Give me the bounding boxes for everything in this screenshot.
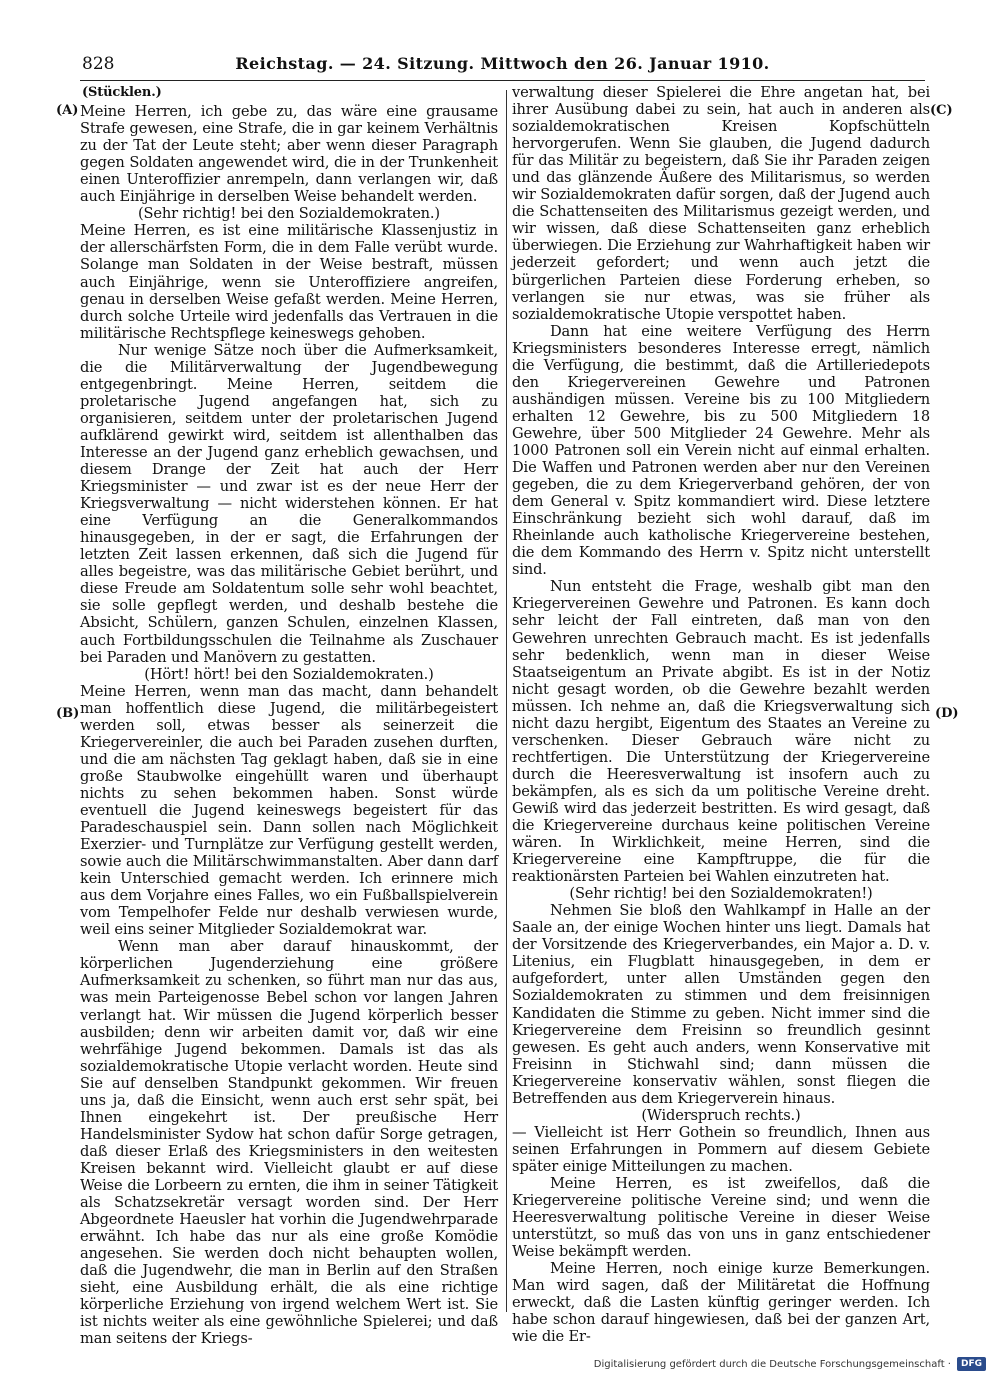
page-header xyxy=(80,52,925,78)
left-column-body xyxy=(80,103,498,1347)
paragraph: Meine Herren, es ist zweifellos, daß die Kriegervereine politische Vereine sind; und wenn die Heeresverwaltung politische Vereine in dieser Weise unterstützt, so muß das von uns in ganz entschiedener Weise bekämpft werden. xyxy=(512,1175,930,1261)
right-column-body xyxy=(512,84,930,1345)
paragraph: Meine Herren, wenn man das macht, dann behandelt man hoffentlich diese Jugend, die militärbegeistert werden soll, etwas besser als seinerzeit die Kriegervereinler, die auch bei Paraden zusehen durften, und die am nächsten Tag geklagt haben, daß sie in eine große Staubwolke eingehüllt waren und überhaupt nichts zu sehen bekommen haben. Sonst würde eventuell die Jugend keineswegs begeistert für das Paradeschauspiel sein. Dann sollen nach Möglichkeit Exerzier- und Turnplätze zur Verfügung gestellt werden, sowie auch die Militärschwimmanstalten. Aber dann darf kein Unterschied gemacht werden. Ich erinnere mich aus dem Vorjahre eines Falles, wo ein Fußballspielverein vom Tempelhofer Felde nur deshalb verwiesen wurde, weil eins seiner Mitglieder Sozialdemokrat war. xyxy=(80,682,498,939)
column-divider xyxy=(506,90,507,1312)
dfg-logo: DFG xyxy=(957,1357,986,1371)
paragraph: Nun entsteht die Frage, weshalb gibt man den Kriegervereinen Gewehre und Patronen. Es kann doch sehr leicht der Fall eintreten, daß man von den Gewehren unrechten Gebrauch macht. Es ist jedenfalls sehr bedenklich, wenn man in dieser Weise Staatseigentum an Private abgibt. Es ist in der Notiz nicht gesagt worden, ob die Gewehre bezahlt werden müssen. Ich nehme an, daß die Kriegsverwaltung sich nicht dazu hergibt, Eigentum des Staates an Vereine zu verschenken. Dieser Gebrauch wäre nicht zu rechtfertigen. Die Unterstützung der Kriegervereine durch die Heeresverwaltung ist insofern auch zu bekämpfen, als es sich da um politische Vereine dreht. Gewiß wird das jederzeit bestritten. Es wird gesagt, daß die Kriegervereine durchaus keine politischen Vereine wären. In Wirklichkeit, meine Herren, sind die Kriegervereine eine Kampftruppe, die für die reaktionärsten Parteien bei Wahlen einzutreten hat. xyxy=(512,578,930,886)
page-number: 828 xyxy=(82,54,115,74)
margin-marker-c: (C) xyxy=(930,103,953,118)
interjection: (Sehr richtig! bei den Sozialdemokraten!) xyxy=(569,885,873,903)
header-rule xyxy=(80,80,925,81)
paragraph: — Vielleicht ist Herr Gothein so freundlich, Ihnen aus seinen Erfahrungen in Pommern auf diesem Gebiete später einige Mitteilungen zu machen. xyxy=(512,1123,930,1175)
margin-marker-d: (D) xyxy=(935,706,959,721)
paragraph: verwaltung dieser Spielerei die Ehre angetan hat, bei ihrer Ausübung dabei zu sein, hat auch in anderen als sozialdemokratischen Kreisen Kopfschütteln hervorgerufen. Wenn Sie glauben, die Jugend dadurch für das Militär zu begeistern, daß Sie ihr Paraden zeigen und das glänzende Äußere des Militarismus, so werden wir Sozialdemokraten dafür sorgen, daß der Jugend auch die Schattenseiten des Militarismus gezeigt werden, und wir wissen, daß diese Schattenseiten ganz erheblich überwiegen. Die Erziehung zur Wahrhaftigkeit haben wir jederzeit gefordert; und wenn auch jetzt die bürgerlichen Parteien diese Forderung erheben, so verlangen sie nur etwas, was sie früher als sozialdemokratische Utopie verspottet haben. xyxy=(512,84,930,323)
right-column xyxy=(512,84,930,1345)
paragraph: Wenn man aber darauf hinauskommt, der körperlichen Jugenderziehung eine größere Aufmerksamkeit zu schenken, so führt man nur das aus, was mein Parteigenosse Bebel schon vor langen Jahren verlangt hat. Wir müssen die Jugend körperlich besser ausbilden; denn wir arbeiten damit vor, daß wir eine wehrfähige Jugend bekommen. Damals ist das als sozialdemokratische Utopie verlacht worden. Heute sind Sie auf denselben Standpunkt gekommen. Wir freuen uns ja, daß die Einsicht, wenn auch erst sehr spät, bei Ihnen eingekehrt ist. Der preußische Herr Handelsminister Sydow hat schon dafür Sorge getragen, daß dieser Erlaß des Kriegsministers in den weitesten Kreisen bekannt wird. Vielleicht glaubt er auf diese Weise die Lorbeern zu ernten, die ihm in seiner Tätigkeit als Schatzsekretär versagt worden sind. Der Herr Abgeordnete Haeusler hat vorhin die Jugendwehrparade erwähnt. Ich habe das nur als eine große Komödie angesehen. Sie werden doch nicht behaupten wollen, daß die Jugendwehr, die man in Berlin auf den Straßen sieht, eine Ausbildung erhält, die als eine richtige körperliche Erziehung von irgend welchem Wert ist. Sie ist nichts weiter als eine gewöhnliche Spielerei; und daß man seitens der Kriegs- xyxy=(80,938,498,1348)
speaker-name: (Stücklen.) xyxy=(82,85,162,100)
interjection: (Hört! hört! bei den Sozialdemokraten.) xyxy=(144,665,434,683)
paragraph: Nur wenige Sätze noch über die Aufmerksamkeit, die die Militärverwaltung der Jugendbewegung entgegenbringt. Meine Herren, seitdem die proletarische Jugend angefangen hat, sich zu organisieren, seitdem unter der proletarischen Jugend aufklärend gewirkt wird, seitdem ist allenthalben das Interesse an der Jugend ganz erheblich gewachsen, und diesem Drange der Zeit hat auch der Herr Kriegsminister — und zwar ist es der neue Herr der Kriegsverwaltung — nicht widerstehen können. Er hat eine Verfügung an die Generalkommandos hinausgegeben, in der er sagt, die Erfahrungen der letzten Zeit lassen erkennen, daß sich die Jugend für alles begeistre, was das militärische Gebiet berührt, und diese Freude am Soldatentum solle sehr wohl beachtet, sie solle gepflegt werden, und deshalb bestehe die Absicht, Schülern, ganzen Schulen, einzelnen Klassen, auch Fortbildungsschulen die Teilnahme als Zuschauer bei Paraden und Manövern zu gestatten. xyxy=(80,341,498,666)
margin-marker-a: (A) xyxy=(56,103,79,118)
paragraph: Dann hat eine weitere Verfügung des Herrn Kriegsministers besonderes Interesse erregt, nämlich die Verfügung, die bestimmt, daß die Artilleriedepots den Kriegervereinen Gewehre und Patronen aushändigen müssen. Vereine bis zu 100 Mitgliedern erhalten 12 Gewehre, bis zu 500 Mitgliedern 18 Gewehre, über 500 Mitglieder 24 Gewehre. Mehr als 1000 Patronen soll ein Verein nicht auf einmal erhalten. Die Waffen und Patronen werden aber nur den Vereinen gegeben, die zu dem Kriegerverband gehören, der von dem General v. Spitz kommandiert wird. Diese letztere Einschränkung bezieht sich wohl darauf, daß im Rheinlande auch katholische Kriegervereine bestehen, die dem Kommando des Herrn v. Spitz nicht unterstellt sind. xyxy=(512,322,930,579)
paragraph: Nehmen Sie bloß den Wahlkampf in Halle an der Saale an, der einige Wochen hinter uns liegt. Damals hat der Vorsitzende des Kriegerverbandes, ein Major a. D. v. Litenius, ein Flugblatt hinausgegeben, in dem er aufgefordert, unter allen Umständen gegen den Sozialdemokraten zu stimmen und dem freisinnigen Kandidaten die Stimme zu geben. Nicht immer sind die Kriegervereine dem Freisinn so freundlich gesinnt gewesen. Es geht auch anders, wenn Konservative mit Freisinn in Stichwahl sind; dann müssen die Kriegervereine konservativ wählen, sonst fliegen die Betreffenden aus dem Kriegerverein hinaus. xyxy=(512,902,930,1107)
footer xyxy=(594,1357,986,1371)
interjection: (Widerspruch rechts.) xyxy=(641,1106,801,1124)
running-head: Reichstag. — 24. Sitzung. Mittwoch den 26. Januar 1910. xyxy=(235,54,770,73)
interjection: (Sehr richtig! bei den Sozialdemokraten.) xyxy=(138,205,440,223)
paragraph: Meine Herren, ich gebe zu, das wäre eine grausame Strafe gewesen, eine Strafe, die in gar keinem Verhältnis zu der Tat der Leute steht; aber wenn dieser Paragraph gegen Soldaten angewendet wird, die in der Trunkenheit einen Unteroffizier anrempeln, dann verlangen wir, daß auch Einjährige in derselben Weise behandelt werden. xyxy=(80,103,498,206)
paragraph: Meine Herren, es ist eine militärische Klassenjustiz in der allerschärfsten Form, die in dem Falle verübt wurde. Solange man Soldaten in der Weise bestraft, müssen auch Einjährige, wenn sie Unteroffiziere angreifen, genau in derselben Weise gefaßt werden. Meine Herren, durch solche Urteile wird jedenfalls das Vertrauen in die militärische Rechtspflege keineswegs gehoben. xyxy=(80,222,498,342)
footer-credit: Digitalisierung gefördert durch die Deutsche Forschungsgemeinschaft · xyxy=(593,1358,951,1370)
left-column xyxy=(80,84,498,1347)
paragraph: Meine Herren, noch einige kurze Bemerkungen. Man wird sagen, daß der Militäretat die Hoffnung erweckt, daß die Lasten künftig geringer werden. Ich habe schon darauf hingewiesen, daß bei der ganzen Art, wie die Er- xyxy=(512,1260,930,1346)
margin-marker-b: (B) xyxy=(56,706,80,721)
